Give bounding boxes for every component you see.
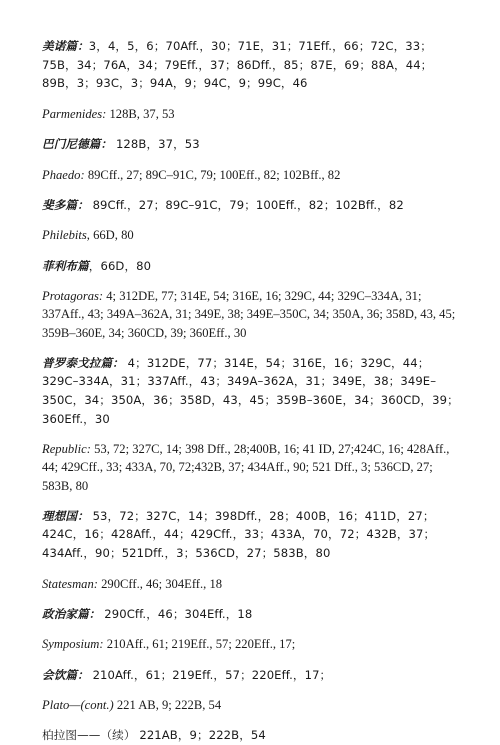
entry-term: Statesman: [42, 576, 98, 591]
index-entry-symposium-en [42, 635, 462, 653]
entry-refs: 4；312DE，77；314E，54；316E，16；329C，44；329C–334A，31；337Aff.，43；349A–362A，31；349E，38；349E–350C，34；350A，36；358D，43，45；359B–360E，34；360CD，39；360Eff.，30 [42, 355, 459, 426]
entry-refs: 221AB，9；222B，54 [135, 728, 266, 743]
entry-term: 斐多篇： [42, 197, 89, 212]
index-entry-protagoras-cn [42, 354, 462, 428]
index-entry-plato-cont-en [42, 696, 462, 714]
entry-refs: 128B, 37, 53 [106, 106, 175, 121]
entry-term: Republic: [42, 442, 91, 457]
index-entry-statesman-en [42, 575, 462, 593]
entry-refs: 53, 72; 327C, 14; 398 Dff., 28;400B, 16; 41 ID, 27;424C, 16; 428Aff., 44; 429Cff., 33; 433A, 70, 72;432B, 37; 434Aff., 90; 521 Dff., 3; 536CD, 27; 583B, 80 [42, 442, 450, 493]
index-entry-republic-en [42, 440, 462, 495]
entry-refs: 290Cff.，46；304Eff.，18 [100, 606, 253, 621]
index-entry-phaedo-en [42, 166, 462, 184]
entry-term: 普罗泰戈拉篇： [42, 355, 124, 370]
entry-term: 理想国： [42, 508, 89, 523]
entry-refs: 210Aff.，61；219Eff.，57；220Eff.，17； [88, 667, 332, 682]
entry-term: Parmenides: [42, 106, 107, 121]
index-entry-parmenides-cn [42, 135, 462, 154]
index-entry-meno-cn [42, 37, 462, 93]
entry-term: Phaedo: [42, 167, 85, 182]
index-entry-statesman-cn [42, 605, 462, 624]
index-entry-symposium-cn [42, 666, 462, 685]
entry-refs: 128B，37，53 [112, 136, 200, 151]
entry-refs: , 66D, 80 [86, 228, 134, 243]
entry-refs: 3，4，5，6；70Aff.，30；71E，31；71Eff.，66；72C，33；75B，34；76A，34；79Eff.，37；86Dff.，85；87E，69；88A，44；89B，3；93C，3；94A，9；94C，9；99C，46 [42, 39, 433, 91]
index-entry-philebus-en [42, 226, 462, 244]
entry-term: Plato—(cont.) [42, 698, 114, 713]
entry-term: 会饮篇： [42, 667, 89, 682]
entry-refs: 4; 312DE, 77; 314E, 54; 316E, 16; 329C, 44; 329C–334A, 31; 337Aff., 43; 349A–362A, 31; 349E, 38; 349E–350C, 34; 350A, 36; 358D, 43, 45; 359B–360E, 34; 360CD, 39; 360Eff., 30 [42, 289, 456, 340]
entry-term: Symposium: [42, 637, 104, 652]
entry-term: 美诺篇： [42, 39, 89, 53]
entry-term: 菲利布篇 [42, 258, 89, 273]
entry-refs: 210Aff., 61; 219Eff., 57; 220Eff., 17; [103, 637, 296, 652]
index-entry-protagoras-en [42, 287, 462, 342]
entry-refs: 89Cff., 27; 89C–91C, 79; 100Eff., 82; 102Bff., 82 [84, 167, 341, 182]
entry-refs: 53，72；327C，14；398Dff.，28；400B，16；411D，27；424C，16；428Aff.，44；429Cff.，33；433A，70，72；432B，37；434Aff.，90；521Dff.，3；536CD，27；583B，80 [42, 508, 436, 560]
index-entry-philebus-cn [42, 257, 462, 276]
entry-term: 柏拉图——（续） [42, 728, 136, 743]
entry-refs: 89Cff.，27；89C–91C，79；100Eff.，82；102Bff.，82 [88, 197, 404, 212]
entry-term: Protagoras: [42, 289, 104, 304]
entry-refs: ，66D，80 [88, 258, 152, 273]
index-entry-republic-cn [42, 507, 462, 563]
entry-refs: 221 AB, 9; 222B, 54 [113, 698, 222, 713]
index-entry-phaedo-cn [42, 196, 462, 215]
entry-term: 巴门尼德篇： [42, 136, 113, 151]
entry-term: 政治家篇： [42, 606, 101, 621]
index-entry-plato-cont-cn [42, 726, 462, 745]
entry-term: Philebits [42, 228, 87, 243]
index-entry-parmenides-en [42, 105, 462, 123]
entry-refs: 290Cff., 46; 304Eff., 18 [97, 576, 223, 591]
